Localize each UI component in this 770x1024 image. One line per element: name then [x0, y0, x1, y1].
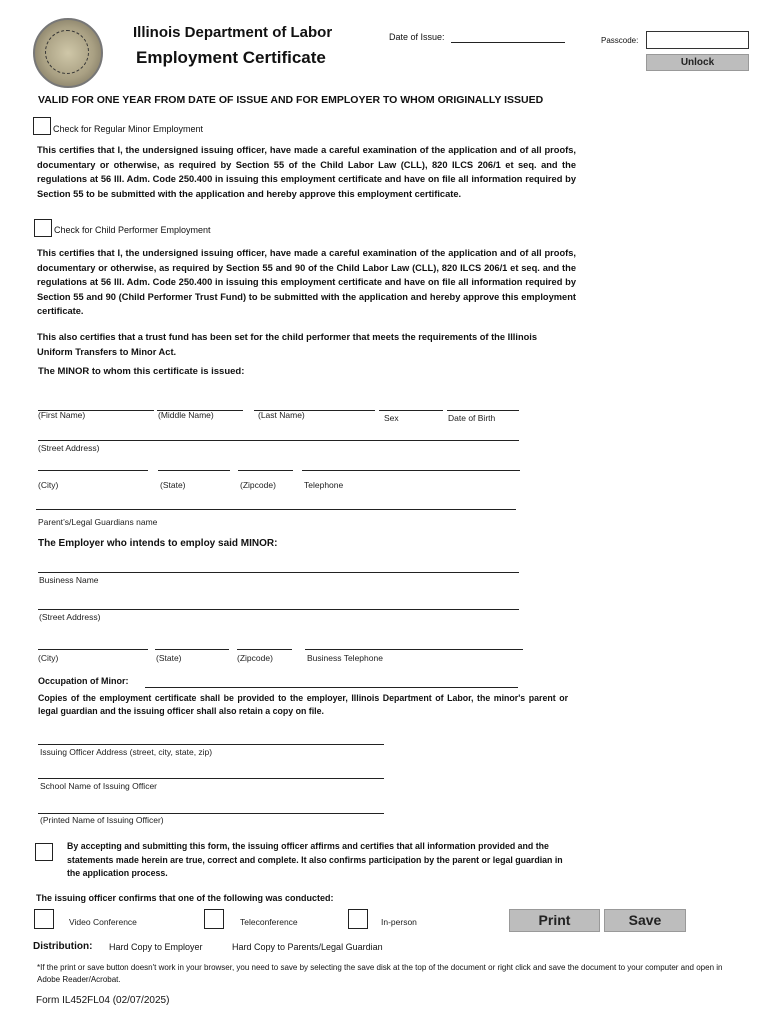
occupation-label: Occupation of Minor:: [38, 676, 129, 686]
minor-street-label: (Street Address): [38, 443, 100, 453]
officer-school-field[interactable]: [38, 778, 384, 779]
distribution-parents: Hard Copy to Parents/Legal Guardian: [232, 942, 383, 952]
guardian-name-field[interactable]: [36, 509, 516, 510]
sex-label: Sex: [384, 413, 399, 423]
employer-street-field[interactable]: [38, 609, 519, 610]
employer-city-label: (City): [38, 653, 59, 663]
regular-minor-label: Check for Regular Minor Employment: [53, 124, 204, 134]
business-name-label: Business Name: [39, 575, 99, 585]
dob-label: Date of Birth: [448, 413, 496, 423]
passcode-label: Passcode:: [601, 36, 639, 45]
trust-fund-text: This also certifies that a trust fund has been set for the child performer that meets the requirements of the Illinois Uniform Transfers to Minor Act.: [37, 332, 538, 357]
illinois-state-seal-icon: [33, 18, 103, 88]
unlock-button[interactable]: Unlock: [646, 54, 749, 71]
conducted-heading: The issuing officer confirms that one of the following was conducted:: [36, 893, 334, 903]
minor-city-label: (City): [38, 480, 59, 490]
passcode-input[interactable]: [646, 31, 749, 49]
officer-printed-name-label: (Printed Name of Issuing Officer): [40, 815, 164, 825]
teleconference-label: Teleconference: [240, 917, 298, 927]
business-name-field[interactable]: [38, 572, 519, 573]
department-name: Illinois Department of Labor: [133, 24, 333, 41]
last-name-label: (Last Name): [258, 410, 305, 420]
middle-name-label: (Middle Name): [158, 410, 214, 420]
officer-address-field[interactable]: [38, 744, 384, 745]
distribution-employer: Hard Copy to Employer: [109, 942, 203, 952]
employer-telephone-field[interactable]: [305, 649, 523, 650]
copies-notice: Copies of the employment certificate shall be provided to the employer, Illinois Department of Labor, the minor's parent or legal guardian and the issuing officer shall also retain a copy on file.: [38, 693, 568, 716]
employer-zip-label: (Zipcode): [237, 653, 273, 663]
form-id: Form IL452FL04 (02/07/2025): [36, 995, 170, 1006]
officer-school-label: School Name of Issuing Officer: [40, 781, 158, 791]
video-conference-label: Video Conference: [69, 917, 137, 927]
date-of-issue-label: Date of Issue:: [389, 32, 445, 42]
minor-state-field[interactable]: [158, 470, 230, 471]
dob-field[interactable]: [447, 410, 519, 411]
video-conference-checkbox[interactable]: [34, 909, 54, 929]
distribution-label: Distribution:: [33, 941, 93, 952]
guardian-name-label: Parent’s/Legal Guardians name: [38, 517, 158, 527]
employer-heading: The Employer who intends to employ said MINOR:: [38, 538, 278, 549]
footnote: *If the print or save button doesn't work in your browser, you need to save by selecting the save disk at the top of the document or right click and save the document to your computer and open in Adobe Reader/Acrobat.: [37, 963, 723, 984]
minor-city-field[interactable]: [38, 470, 148, 471]
minor-state-label: (State): [160, 480, 186, 490]
performer-certification-text: This certifies that I, the undersigned issuing officer, have made a careful examination of the application and of all proofs, documentary or otherwise, as required by Section 55 and 90 of the Child Labor Law (CLL), 820 ILCS 206/1 et seq. and the regulations at 56 Ill. Adm. Code 250.400 in issuing this employment certificate and have on file all information required by Section 55 and 90 (Child Performer Trust Fund) to be submitted with the application and hereby approve this employment certificate.: [37, 248, 576, 316]
affirm-text: By accepting and submitting this form, the issuing officer affirms and certifies that all information provided and the statements made herein are true, correct and complete. It also confirms participation by the parent or legal guardian in the application process.: [67, 841, 563, 878]
regular-minor-checkbox[interactable]: [33, 117, 51, 135]
minor-street-field[interactable]: [38, 440, 519, 441]
occupation-field[interactable]: [145, 687, 518, 688]
save-button[interactable]: Save: [604, 909, 686, 932]
officer-address-label: Issuing Officer Address (street, city, state, zip): [40, 747, 213, 757]
minor-zip-label: (Zipcode): [240, 480, 276, 490]
page-title: Employment Certificate: [136, 48, 326, 67]
date-of-issue-field[interactable]: [451, 42, 565, 43]
teleconference-checkbox[interactable]: [204, 909, 224, 929]
minor-telephone-label: Telephone: [304, 480, 344, 490]
employer-zip-field[interactable]: [237, 649, 292, 650]
employer-state-field[interactable]: [155, 649, 229, 650]
first-name-label: (First Name): [38, 410, 86, 420]
minor-zip-field[interactable]: [238, 470, 293, 471]
in-person-label: In-person: [381, 917, 417, 927]
employer-city-field[interactable]: [38, 649, 148, 650]
employer-state-label: (State): [156, 653, 182, 663]
officer-printed-name-field[interactable]: [38, 813, 384, 814]
regular-certification-text: This certifies that I, the undersigned issuing officer, have made a careful examination of the application and of all proofs, documentary or otherwise, as required by Section 55 of the Child Labor Law (CLL), 820 ILCS 206/1 et seq. and the regulations at 56 Ill. Adm. Code 250.400 in issuing this employment certificate and have on file all information required by Section 55 to be submitted with the application and hereby approve this employment certificate.: [37, 145, 576, 199]
employer-street-label: (Street Address): [39, 612, 101, 622]
validity-notice: VALID FOR ONE YEAR FROM DATE OF ISSUE AND FOR EMPLOYER TO WHOM ORIGINALLY ISSUED: [38, 94, 544, 106]
in-person-checkbox[interactable]: [348, 909, 368, 929]
minor-heading: The MINOR to whom this certificate is issued:: [38, 366, 245, 377]
print-button[interactable]: Print: [509, 909, 600, 932]
minor-telephone-field[interactable]: [302, 470, 520, 471]
employer-telephone-label: Business Telephone: [307, 653, 383, 663]
child-performer-checkbox[interactable]: [34, 219, 52, 237]
affirm-checkbox[interactable]: [35, 843, 53, 861]
child-performer-label: Check for Child Performer Employment: [54, 225, 211, 235]
sex-field[interactable]: [379, 410, 443, 411]
